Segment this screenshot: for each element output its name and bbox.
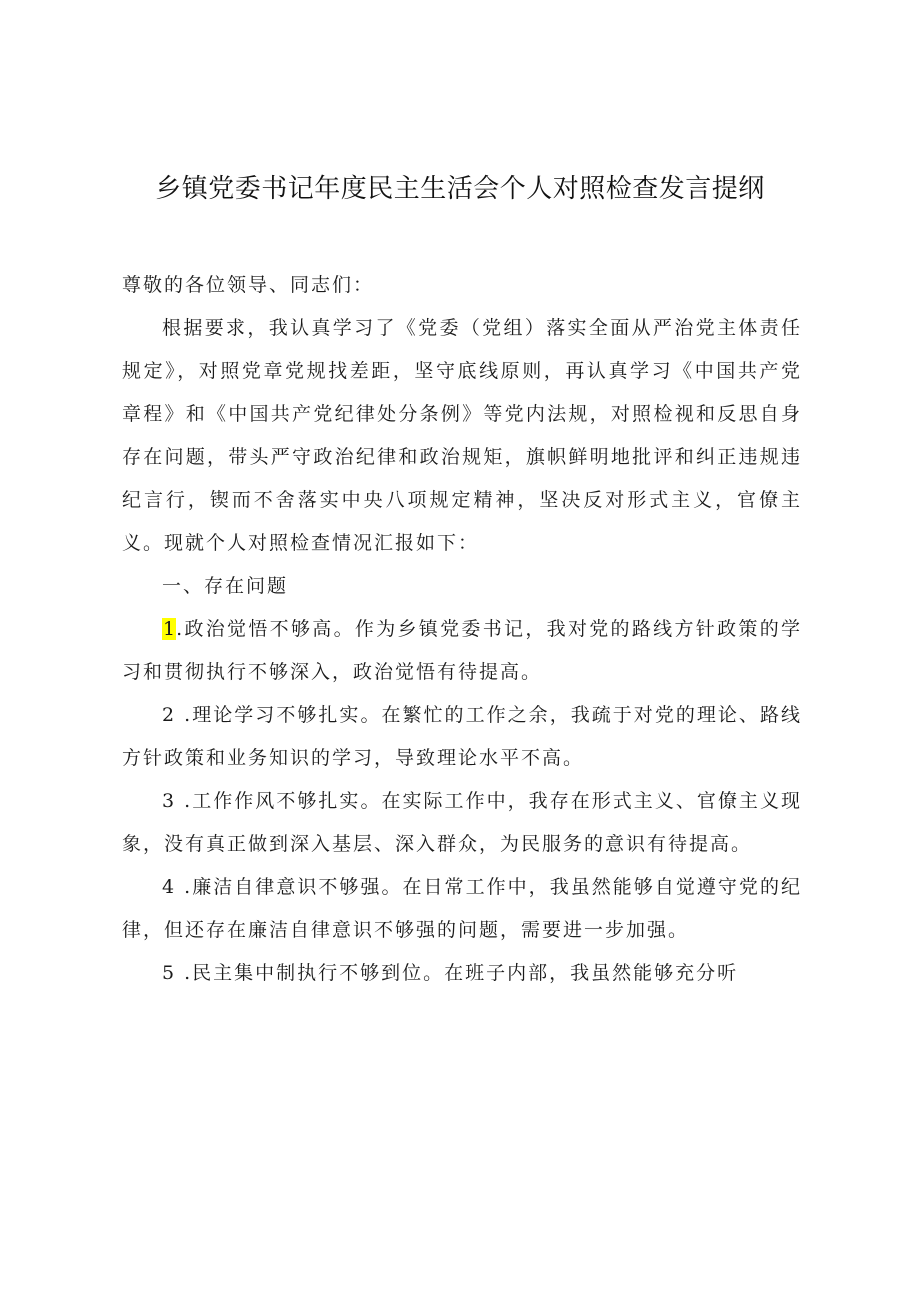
list-item bbox=[122, 694, 802, 780]
list-item bbox=[122, 952, 802, 995]
item-text: .民主集中制执行不够到位。在班子内部，我虽然能够充分听 bbox=[176, 962, 739, 984]
list-item bbox=[122, 866, 802, 952]
section-heading: 一、存在问题 bbox=[162, 575, 289, 597]
salutation: 尊敬的各位领导、同志们： bbox=[122, 274, 375, 296]
item-number-highlighted: 1 bbox=[163, 618, 176, 640]
item-number: 2 bbox=[162, 704, 177, 726]
item-text: .政治觉悟不够高。作为乡镇党委书记，我对党的路线方针政策的学习和贯彻执行不够深入，政治觉悟有待提高。 bbox=[122, 618, 802, 683]
list-item bbox=[122, 608, 802, 694]
list-item bbox=[122, 780, 802, 866]
document-title: 乡镇党委书记年度民主生活会个人对照检查发言提纲 bbox=[155, 174, 765, 204]
document-body bbox=[122, 264, 802, 995]
intro-paragraph: 根据要求，我认真学习了《党委（党组）落实全面从严治党主体责任规定》，对照党章党规找差距，坚守底线原则，再认真学习《中国共产党章程》和《中国共产党纪律处分条例》等党内法规，对照检视和反思自身存在问题，带头严守政治纪律和政治规矩，旗帜鲜明地批评和纠正违规违纪言行，锲而不舍落实中央八项规定精神，坚决反对形式主义，官僚主义。现就个人对照检查情况汇报如下： bbox=[122, 317, 802, 554]
item-number: 5 bbox=[162, 962, 177, 984]
item-text: .工作作风不够扎实。在实际工作中，我存在形式主义、官僚主义现象，没有真正做到深入基层、深入群众，为民服务的意识有待提高。 bbox=[122, 790, 802, 855]
item-number: 3 bbox=[162, 790, 177, 812]
item-text: .理论学习不够扎实。在繁忙的工作之余，我疏于对党的理论、路线方针政策和业务知识的学习，导致理论水平不高。 bbox=[122, 704, 802, 769]
item-number: 4 bbox=[162, 876, 177, 898]
item-text: .廉洁自律意识不够强。在日常工作中，我虽然能够自觉遵守党的纪律，但还存在廉洁自律意识不够强的问题，需要进一步加强。 bbox=[122, 876, 802, 941]
